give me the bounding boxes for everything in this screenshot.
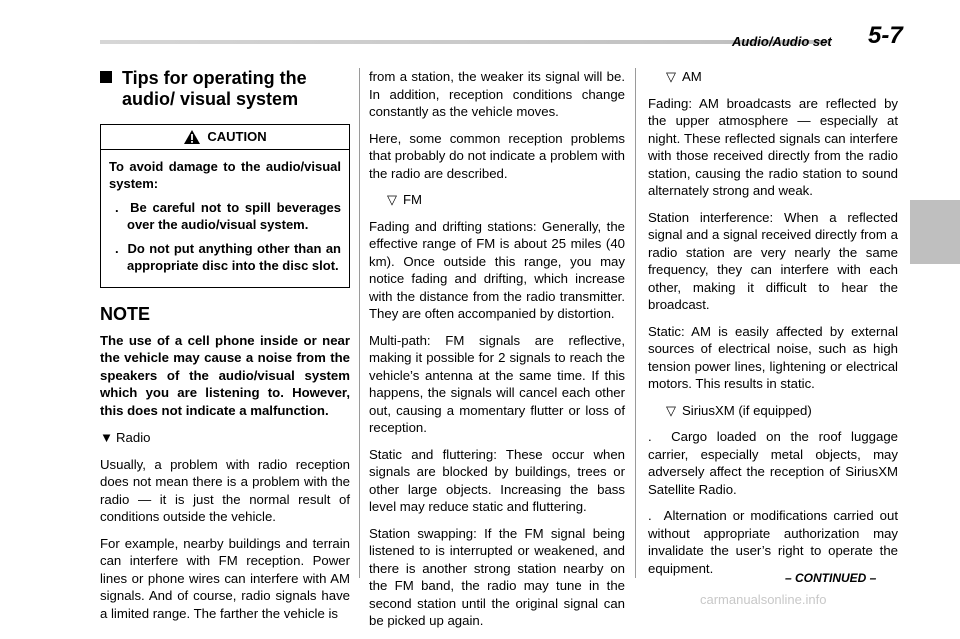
paragraph: For example, nearby buildings and terrain can interfere with FM reception. Power lines or phone wires can interfere with AM signals. And of course, radio signals have a limited range. The farther the vehicle is (100, 535, 350, 621)
subheading-fm: ▽ FM (387, 192, 423, 207)
header-rule (100, 40, 830, 44)
continued-label: – CONTINUED – (785, 571, 877, 585)
down-triangle-icon: ▽ (666, 402, 677, 418)
chapter-tab (910, 200, 960, 264)
triangle-bullet-icon: ▼ (100, 430, 114, 445)
bullet-item: . Cargo loaded on the roof luggage carrier, especially metal objects, may adversely affect the reception of SiriusXM Satellite Radio. (648, 429, 898, 497)
bullet-item: . Alternation or modifications carried out without appropriate authorization may invalidate the user’s right to operate the equipment. (648, 508, 898, 576)
column-divider (359, 68, 360, 578)
subheading-am: ▽ AM (666, 69, 702, 84)
subheading-radio: ▼ Radio (100, 430, 151, 445)
column-divider (635, 68, 636, 578)
paragraph: Static and fluttering: These occur when signals are blocked by buildings, trees or other large objects. Increasing the bass level may reduce static and fluttering. (369, 446, 625, 514)
note-text: The use of a cell phone inside or near the vehicle may cause a noise from the speakers of the audio/visual system which you are listening to. However, this does not indicate a malfunction. (100, 332, 350, 418)
down-triangle-icon: ▽ (666, 69, 677, 84)
section-title: Audio/Audio set (732, 34, 832, 49)
subheading-siriusxm: ▽ SiriusXM (if equipped) (666, 402, 812, 418)
paragraph: from a station, the weaker its signal will be. In addition, reception conditions change constantly as the vehicle moves. (369, 69, 625, 119)
down-triangle-icon: ▽ (387, 192, 398, 207)
paragraph: Station interference: When a reflected signal and a signal received directly from a radio station are very nearly the same frequency, they can interfere with each other, making it difficult to hear the broadcast. (648, 209, 898, 312)
section-heading: Tips for operating the audio/ visual system (100, 68, 350, 110)
square-bullet-icon (100, 71, 112, 83)
paragraph: Here, some common reception problems that probably do not indicate a problem with the radio are described. (369, 130, 625, 181)
warning-triangle-icon (183, 129, 201, 145)
paragraph: Fading and drifting stations: Generally, the effective range of FM is about 25 miles (40 km). Once outside this range, you may notice fading and drifting, which increase with the distance from the radio transmitter. They are often accompanied by distortion. (369, 218, 625, 321)
page-number: 5-7 (868, 22, 903, 49)
note-heading: NOTE (100, 304, 151, 324)
paragraph: Station swapping: If the FM signal being listened to is interrupted or weakened, and there is another strong station nearby on the FM band, the radio may tune in the second station until the original signal can be picked up again. (369, 525, 625, 628)
column-right (648, 68, 898, 586)
caution-item: . Do not put anything other than an appropriate disc into the disc slot. (115, 241, 341, 273)
caution-box (100, 124, 350, 288)
column-left (100, 68, 350, 631)
caution-header: CAUTION (101, 125, 349, 150)
paragraph: Multi-path: FM signals are reflective, making it possible for 2 signals to reach the vehicle’s antenna at the same time. If this happens, the signals will cancel each other out, causing a momentary flutter or loss of reception. (369, 332, 625, 435)
caution-item: . Be careful not to spill beverages over the audio/visual system. (115, 200, 341, 232)
watermark: carmanualsonline.info (700, 592, 827, 607)
caution-body (101, 150, 349, 287)
caution-intro: To avoid damage to the audio/visual system: (109, 159, 341, 191)
paragraph: Static: AM is easily affected by external sources of electrical noise, such as high tension power lines, lightening or electrical motors. This results in static. (648, 323, 898, 391)
paragraph: Usually, a problem with radio reception does not mean there is a problem with the radio — it is just the normal result of conditions outside the vehicle. (100, 456, 350, 524)
paragraph: Fading: AM broadcasts are reflected by the upper atmosphere — especially at night. These reflected signals can interfere with those received directly from the radio station, causing the radio station to sound alternately strong and weak. (648, 95, 898, 198)
column-middle (369, 68, 625, 639)
